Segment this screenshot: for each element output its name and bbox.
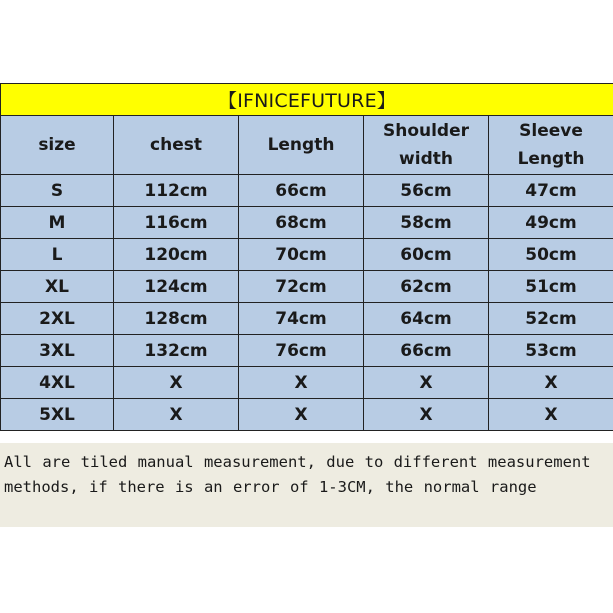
cell-size: 3XL bbox=[1, 335, 114, 367]
cell-chest: 124cm bbox=[114, 271, 239, 303]
cell-chest: 132cm bbox=[114, 335, 239, 367]
cell-chest: 128cm bbox=[114, 303, 239, 335]
cell-shoulder-width: 62cm bbox=[364, 271, 489, 303]
cell-shoulder-width: 66cm bbox=[364, 335, 489, 367]
cell-size: 4XL bbox=[1, 367, 114, 399]
title-row bbox=[1, 84, 613, 116]
cell-size: L bbox=[1, 239, 114, 271]
table-row bbox=[1, 303, 613, 335]
cell-chest: X bbox=[114, 367, 239, 399]
chart-title: 【IFNICEFUTURE】 bbox=[1, 84, 613, 116]
cell-length: 74cm bbox=[239, 303, 364, 335]
cell-length: 76cm bbox=[239, 335, 364, 367]
header-shoulder-width: Shoulder width bbox=[364, 116, 489, 175]
table-row bbox=[1, 335, 613, 367]
cell-size: S bbox=[1, 175, 114, 207]
cell-shoulder-width: 64cm bbox=[364, 303, 489, 335]
table-row bbox=[1, 399, 613, 431]
cell-shoulder-width: 58cm bbox=[364, 207, 489, 239]
cell-sleeve-length: 47cm bbox=[489, 175, 613, 207]
cell-shoulder-width: 56cm bbox=[364, 175, 489, 207]
table-row bbox=[1, 239, 613, 271]
cell-sleeve-length: X bbox=[489, 367, 613, 399]
cell-length: 66cm bbox=[239, 175, 364, 207]
cell-sleeve-length: 51cm bbox=[489, 271, 613, 303]
table-row bbox=[1, 175, 613, 207]
cell-shoulder-width: 60cm bbox=[364, 239, 489, 271]
cell-sleeve-length: X bbox=[489, 399, 613, 431]
table-row bbox=[1, 367, 613, 399]
header-sleeve-length: Sleeve Length bbox=[489, 116, 613, 175]
cell-shoulder-width: X bbox=[364, 367, 489, 399]
cell-sleeve-length: 50cm bbox=[489, 239, 613, 271]
header-length: Length bbox=[239, 116, 364, 175]
header-chest: chest bbox=[114, 116, 239, 175]
cell-size: 2XL bbox=[1, 303, 114, 335]
cell-sleeve-length: 49cm bbox=[489, 207, 613, 239]
cell-chest: 120cm bbox=[114, 239, 239, 271]
cell-length: X bbox=[239, 367, 364, 399]
cell-size: M bbox=[1, 207, 114, 239]
cell-shoulder-width: X bbox=[364, 399, 489, 431]
cell-sleeve-length: 52cm bbox=[489, 303, 613, 335]
cell-length: 68cm bbox=[239, 207, 364, 239]
cell-length: X bbox=[239, 399, 364, 431]
table-row bbox=[1, 271, 613, 303]
cell-chest: X bbox=[114, 399, 239, 431]
table-row bbox=[1, 207, 613, 239]
header-size: size bbox=[1, 116, 114, 175]
measurement-note: All are tiled manual measurement, due to different measurement methods, if there is an error of 1-3CM, the normal range bbox=[0, 443, 613, 527]
cell-sleeve-length: 53cm bbox=[489, 335, 613, 367]
size-chart-table bbox=[0, 83, 613, 431]
header-row bbox=[1, 116, 613, 175]
cell-length: 72cm bbox=[239, 271, 364, 303]
cell-length: 70cm bbox=[239, 239, 364, 271]
cell-chest: 116cm bbox=[114, 207, 239, 239]
cell-size: XL bbox=[1, 271, 114, 303]
cell-chest: 112cm bbox=[114, 175, 239, 207]
cell-size: 5XL bbox=[1, 399, 114, 431]
